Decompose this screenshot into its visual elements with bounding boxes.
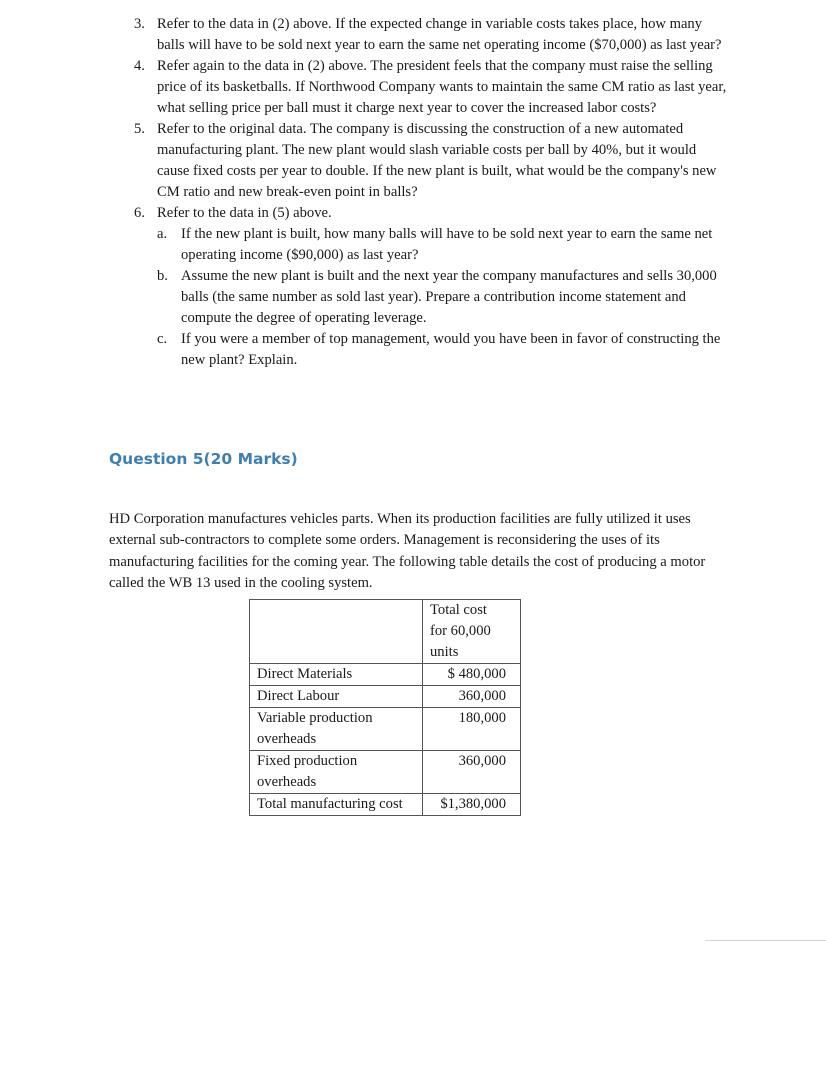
table-row [250,708,521,751]
row-value: $ 480,000 [423,664,521,686]
row-label: Variable production overheads [250,708,423,751]
row-value: 360,000 [423,686,521,708]
subquestion-list [157,224,728,371]
row-value: 360,000 [423,751,521,794]
cost-table [249,599,521,816]
subquestion-letter: c. [157,331,168,347]
table-row [250,751,521,794]
subquestion-text: If you were a member of top management, would you have been in favor of constructing the new plant? Explain. [181,331,721,368]
question-number: 4. [134,58,145,74]
question-item-5 [128,119,728,203]
scan-divider-line [705,940,826,941]
table-header-blank-cell [250,600,423,664]
subquestion-item-a [157,224,728,266]
row-label: Fixed production overheads [250,751,423,794]
subquestion-item-b [157,266,728,329]
table-header-cell: Total cost for 60,000 units [423,600,521,664]
question-list [128,14,728,371]
table-total-row [250,794,521,816]
question-number: 5. [134,121,145,137]
question-number: 6. [134,205,145,221]
row-value: $1,380,000 [423,794,521,816]
question-text: Refer again to the data in (2) above. The president feels that the company must raise the selling price of its basketballs. If Northwood Company wants to maintain the same CM ratio as last year, what selling price per ball must it charge next year to cover the increased labor costs? [157,58,727,116]
subquestion-text: Assume the new plant is built and the next year the company manufactures and sells 30,000 balls (the same number as sold last year). Prepare a contribution income statement and compute the degree of operating leverage. [181,268,717,326]
question-text: Refer to the original data. The company is discussing the construction of a new automated manufacturing plant. The new plant would slash variable costs per ball by 40%, but it would cause fixed costs per year to double. If the new plant is built, what would be the company's new CM ratio and new break-even point in balls? [157,121,717,200]
row-value: 180,000 [423,708,521,751]
subquestion-item-c [157,329,728,371]
section-intro-paragraph: HD Corporation manufactures vehicles parts. When its production facilities are fully utilized it uses external sub-contractors to complete some orders. Management is reconsidering the uses of its manufacturing facilities for the coming year. The following table details the cost of producing a motor called the WB 13 used in the cooling system. [109,510,706,592]
row-label: Direct Labour [250,686,423,708]
question-item-6 [128,203,728,371]
row-label: Direct Materials [250,664,423,686]
subquestion-letter: b. [157,268,168,284]
table-header-row [250,600,521,664]
subquestion-letter: a. [157,226,168,242]
question-text: Refer to the data in (5) above. [157,205,332,221]
subquestion-text: If the new plant is built, how many balls will have to be sold next year to earn the same net operating income ($90,000) as last year? [181,226,713,263]
question-number: 3. [134,16,145,32]
table-row [250,686,521,708]
row-label: Total manufacturing cost [250,794,423,816]
question-item-4 [128,56,728,119]
table-row [250,664,521,686]
question-text: Refer to the data in (2) above. If the expected change in variable costs takes place, how many balls will have to be sold next year to earn the same net operating income ($70,000) as last year? [157,16,722,53]
question-item-3 [128,14,728,56]
section-heading: Question 5(20 Marks) [109,450,298,468]
